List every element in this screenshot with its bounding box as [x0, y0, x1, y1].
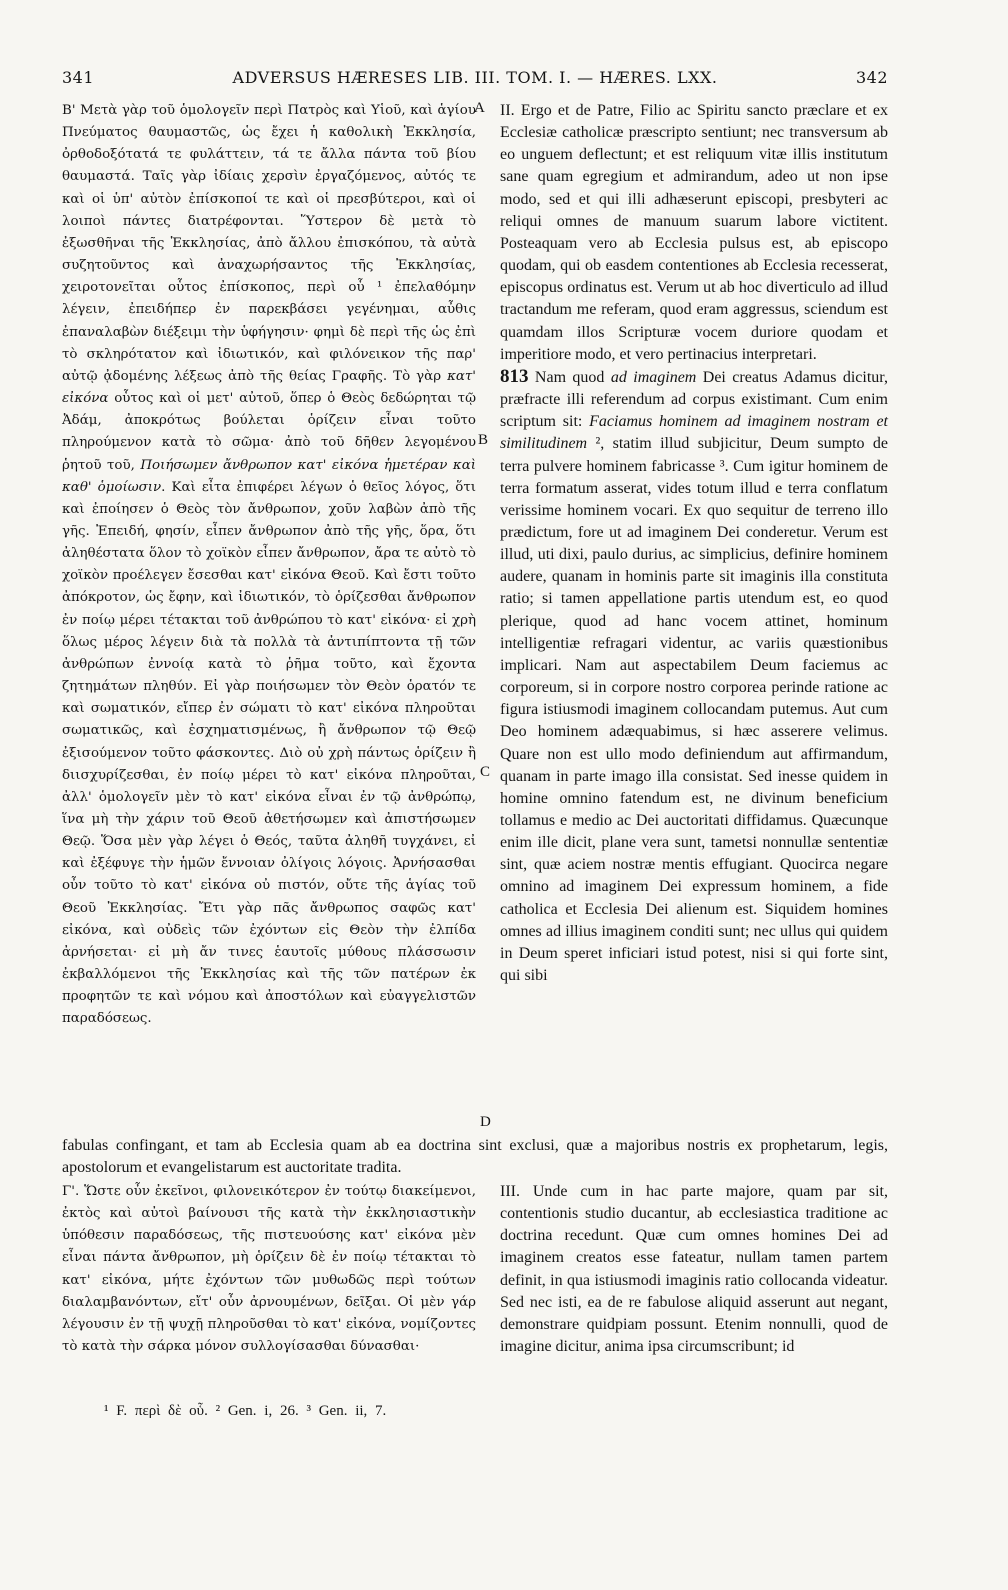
latin-text-c: Dei creatus Adamus dicitur, præfracte illi referendum ad corpus existimant. Cum enim scriptum sit:: [500, 368, 888, 431]
greek-column: [62, 100, 476, 1031]
margin-letter-a: A: [474, 100, 485, 116]
greek-section-3-text: Ὥστε οὖν ἐκεῖνοι, φιλονεικότερον ἐν τούτῳ διακείμενοι, ἐκτὸς καὶ αὐτοὶ βαίνουσι τῆς κατὰ τὴν ἐκκλησιαστικὴν ὑπόθεσιν παραδόσεως, τῆς πιστευούσης κατ' εἰκόνα μὲν εἶναι πάντα ἄνθρωπον, μὴ ὁρίζειν δὲ ἐν ποίῳ τέτακται τὸ κατ' εἰκόνα, μήτε ἐχόντων τῶν μυθωδῶς περὶ τούτων διαλαμβανόντων, εἴτ' οὖν ἀρνουμένων, δεῖξαι. Οἱ μὲν γάρ λέγουσιν ἐν τῇ ψυχῇ πληροῦσθαι τὸ κατ' εἰκόνα, νομίζοντες τὸ κατὰ τὴν σάρκα μόνον συλλογίσασθαι δύνασθαι·: [62, 1184, 476, 1355]
latin-section-3-text: Unde cum in hac parte majore, quam par sit, contentionis studio ducantur, ab ecclesiastica traditione ac doctrina recedunt. Quæ cum omnes homines Dei ad imaginem creatos esse fateatur, nullam tamen partem definit, in qua istiusmodi imaginis ratio collocanda videatur. Sed nec isti, ea de re fabulose aliquid asserunt aut negant, demonstrare quidpiam possunt. Etenim nonnulli, quod de imagine dicitur, anima ipsa circumscribunt; id: [500, 1183, 889, 1356]
margin-letter-d: D: [480, 1114, 491, 1130]
latin-section-3-label: III.: [500, 1183, 520, 1200]
greek-section-2-text: Μετὰ γὰρ τοῦ ὁμολογεῖν περὶ Πατρὸς καὶ Υἱοῦ, καὶ ἁγίου Πνεύματος θαυμαστῶς, ὡς ἔχει ἡ καθολικὴ Ἐκκλησία, ὀρθοδοξότατά τε φυλάττειν, τά τε ἄλλα πάντα τοῦ βίου θαυμαστά. Ταῖς γὰρ ἰδίαις χερσὶν ἐργαζόμενος, αὐτός τε καὶ οἱ ὑπ' αὐτὸν ἐπίσκοποί τε καὶ οἱ πρεσβύτεροι, καὶ οἱ λοιποὶ πάντες διατρέφονται. Ὕστερον δὲ μετὰ τὸ ἐξωσθῆναι τῆς Ἐκκλησίας, ἀπὸ ἄλλου ἐπισκόπου, τὰ αὐτὰ συζητοῦντος καὶ ἀναχωρήσαντος τῆς Ἐκκλησίας, χειροτονεῖται οὗτος ἐπίσκοπος, περὶ οὗ ¹ ἐπελαθόμην λέγειν, ἐπειδήπερ ἐν παρεκβάσει γεγένημαι, αὖθις ἐπαναλαβὼν διέξειμι τὴν ὑφήγησιν· φημὶ δὲ περὶ τῆς ὡς ἐπὶ τὸ σκληρότατον καὶ ἰδιωτικόν, καὶ φιλόνεικον τῆς παρ' αὐτῷ ᾀδομένης λέξεως ἀπὸ τῆς θείας Γραφῆς. Τὸ γὰρ: [62, 103, 476, 384]
latin-section-2-cont: [500, 366, 888, 987]
running-title: ADVERSUS HÆRESES LIB. III. TOM. I. — HÆRES. LXX.: [232, 68, 718, 87]
latin-text-d: ², statim illud subjicitur, Deum sumpto de terra pulvere hominem fabricasse ³. Cum igitur hominem de terra formatum asserat, vides totum illud e terra conflatum verissime hominem vocari. Ex quo sequitur de terreno illo prædictum, fore ut ad imaginem Dei conderetur. Verum est illud, uti dixi, paulo durius, ac simplicius, definire hominem audere, quanam in hominis parte sit imaginis illa constituta ratio; si tamen appellatione partis utendum est, eo quod plerique, quod ad hanc vocem attinet, hominum intelligentiæ refragari videntur, ac variis quæstionibus implicari. Nam aut aspectabilem Deum faciemus ac corporeum, si in corpore nostro corporea perinde ratione ac figura istiusmodi imaginem collocandam putemus. Aut cum Deo hominem adæquabimus, si hæc asserere velimus. Quare non est ullo modo definiendum aut affirmandum, quanam in parte imago illa consistat. Sed inesse quidem in homine omnino fatendum est, ne divinum beneficium tollamus e medio ac Dei auctoritati diffidamus. Quæcunque enim ille dicit, plane vera sunt, tametsi nonnullæ sententiæ sint, quæ aciem nostræ mentis effugiant. Quocirca negare omnino ad imaginem Dei expressum hominem, a fide catholica et Ecclesia Dei alienum est. Siquidem homines omnes ad illius imaginem conditi sunt; nec ullus qui quidem in Deum speret inficiari istud potest, nisi si qui forte sint, qui sibi: [500, 435, 888, 985]
greek-scripture-quote: Ποιήσωμεν ἄνθρωπον κατ' εἰκόνα ἡμετέραν καὶ καθ' ὁμοίωσιν: [62, 457, 476, 495]
column-marker-813: 813: [500, 365, 529, 387]
latin-full-width-line: fabulas confingant, et tam ab Ecclesia quam ab ea doctrina sint exclusi, quæ a majoribus nostris ex prophetarum, legis, apostolorum et evangelistarum est auctoritate tradita.: [62, 1137, 888, 1177]
latin-section-2: [500, 100, 888, 366]
latin-column: [500, 100, 888, 987]
greek-section-2-text-c: . Καὶ εἶτα ἐπιφέρει λέγων ὁ θεῖος λόγος, ὅτι καὶ ἐποίησεν ὁ Θεὸς τὸν ἄνθρωπον, χοῦν λαβὼν ἀπὸ τῆς γῆς. Ἐπειδή, φησίν, εἶπεν ἄνθρωπον ἀπὸ τῆς γῆς, ὅρα, ὅτι ἀληθέστατα ὅλον τὸ χοϊκὸν εἶπεν ἄνθρωπον, ἄρα τε αὐτὸ τὸ χοϊκὸν προέλεγεν ἔσεσθαι κατ' εἰκόνα Θεοῦ. Καὶ ἔστι τοῦτο ἀπόκροτον, ὡς ἔφην, καὶ ἰδιωτικόν, τὸ ὁρίζεσθαι ἄνθρωπον ἐν ποίῳ μέρει τέτακται τοῦ ἀνθρώπου τὸ κατ' εἰκόνα· εἰ χρὴ ὅλως μέρος λέγειν διὰ τὰ πολλὰ τὰ ἀντιπίπτοντα τῇ τῶν ἀνθρώπων ἐννοίᾳ κατὰ τὸ ῥῆμα τοῦτο, καὶ ἔχοντα ζητημάτων πληθύν. Εἰ γὰρ ποιήσωμεν τὸν Θεὸν ὁρατόν τε καὶ σωματικόν, εἴπερ ἐν σώματι τὸ κατ' εἰκόνα πληροῦται σωματικῶς, καὶ ἐσχηματισμένως, ἢ ἄνθρωπον τῷ Θεῷ ἐξισούμενον τοῦτο φάσκοντες. Διὸ οὐ χρὴ πάντως ὁρίζειν ἢ διισχυρίζεσθαι, ἐν ποίῳ μέρει τὸ κατ' εἰκόνα πληροῦται, ἀλλ' ὁμολογεῖν μὲν τὸ κατ' εἰκόνα εἶναι ἐν τῷ ἀνθρώπῳ, ἵνα μὴ τὴν χάριν τοῦ Θεοῦ ἀθετήσωμεν καὶ ἀπιστήσωμεν Θεῷ. Ὅσα μὲν γὰρ λέγει ὁ Θεός, ταῦτα ἀληθῆ τυγχάνει, εἰ καὶ ἐξέφυγε τὴν ἡμῶν ἔννοιαν ὀλίγοις λόγοις. Ἀρνήσασθαι οὖν τοῦτο τὸ κατ' εἰκόνα οὐ πιστόν, οὔτε τῆς ἁγίας τοῦ Θεοῦ Ἐκκλησίας. Ἔτι γὰρ πᾶς ἄνθρωπος σαφῶς κατ' εἰκόνα, καὶ οὐδεὶς τῶν ἐχόντων εἰς Θεὸν τὴν ἐλπίδα ἀρνήσεται· εἰ μὴ ἄν τινες ἑαυτοῖς μύθους πλάσσωσιν ἐκβαλλόμενοι τῆς Ἐκκλησίας καὶ τῆς τῶν πατέρων ἐκ προφητῶν τε καὶ νόμου καὶ ἀποστόλων καὶ εὐαγγελιστῶν παραδόσεως.: [62, 479, 476, 1027]
greek-section-2-text-b: οὗτος καὶ οἱ μετ' αὐτοῦ, ὅπερ ὁ Θεὸς δεδώρηται τῷ Ἀδάμ, ἀποκρότως βούλεται ὁρίζειν εἶναι τοῦτο πληρούμενον κατὰ τὸ σῶμα· ἀπὸ τοῦ δῆθεν λεγομένου ῥητοῦ τοῦ,: [62, 391, 476, 473]
latin-italic-phrase: ad imaginem: [610, 368, 697, 386]
latin-section-2-text: Ergo et de Patre, Filio ac Spiritu sancto præclare et ex Ecclesiæ catholicæ præscripto sentiunt; nec transversum ab eo unguem deflectunt; et est reliquum vitæ illis institutum sane quam egregium et admirandum, adeo ut non ipse modo, sed et qui illi adhæserunt episcopi, presbyteri ac reliqui omnes de manuum suarum labore victitent. Posteaquam vero ab Ecclesia pulsus est, ab episcopo quodam, qui ob easdem contentiones ab Ecclesia recesserat, episcopus ordinatus est. Verum ut ab hoc diverticulo ad illud tractandum me referam, quod eram aggressus, sciendum est quamdam illos Scripturæ vocem duriore quodam et imperitiore modo, et vero pertinacius interpretari.: [500, 102, 888, 363]
page-number-left: 341: [62, 68, 95, 87]
latin-section-3: [500, 1181, 888, 1358]
latin-text-b: Nam quod: [528, 368, 611, 386]
footnotes: ¹ F. περὶ δὲ οὗ. ² Gen. i, 26. ³ Gen. ii, 7.: [104, 1403, 387, 1419]
latin-scripture-quote: Faciamus hominem ad imaginem nostram et similitudinem: [500, 413, 888, 453]
greek-section-2-label: Β': [62, 103, 76, 118]
margin-letter-c: C: [480, 764, 491, 780]
page-number-right: 342: [855, 68, 888, 87]
greek-section-3-label: Γ'.: [62, 1184, 80, 1199]
greek-section-2: [62, 100, 476, 1031]
latin-section-2-label: II.: [500, 102, 515, 119]
running-header: [62, 68, 888, 94]
greek-section-3: [62, 1181, 476, 1358]
greek-italic-phrase: κατ' εἰκόνα: [62, 368, 476, 407]
margin-letter-b: B: [478, 432, 489, 448]
